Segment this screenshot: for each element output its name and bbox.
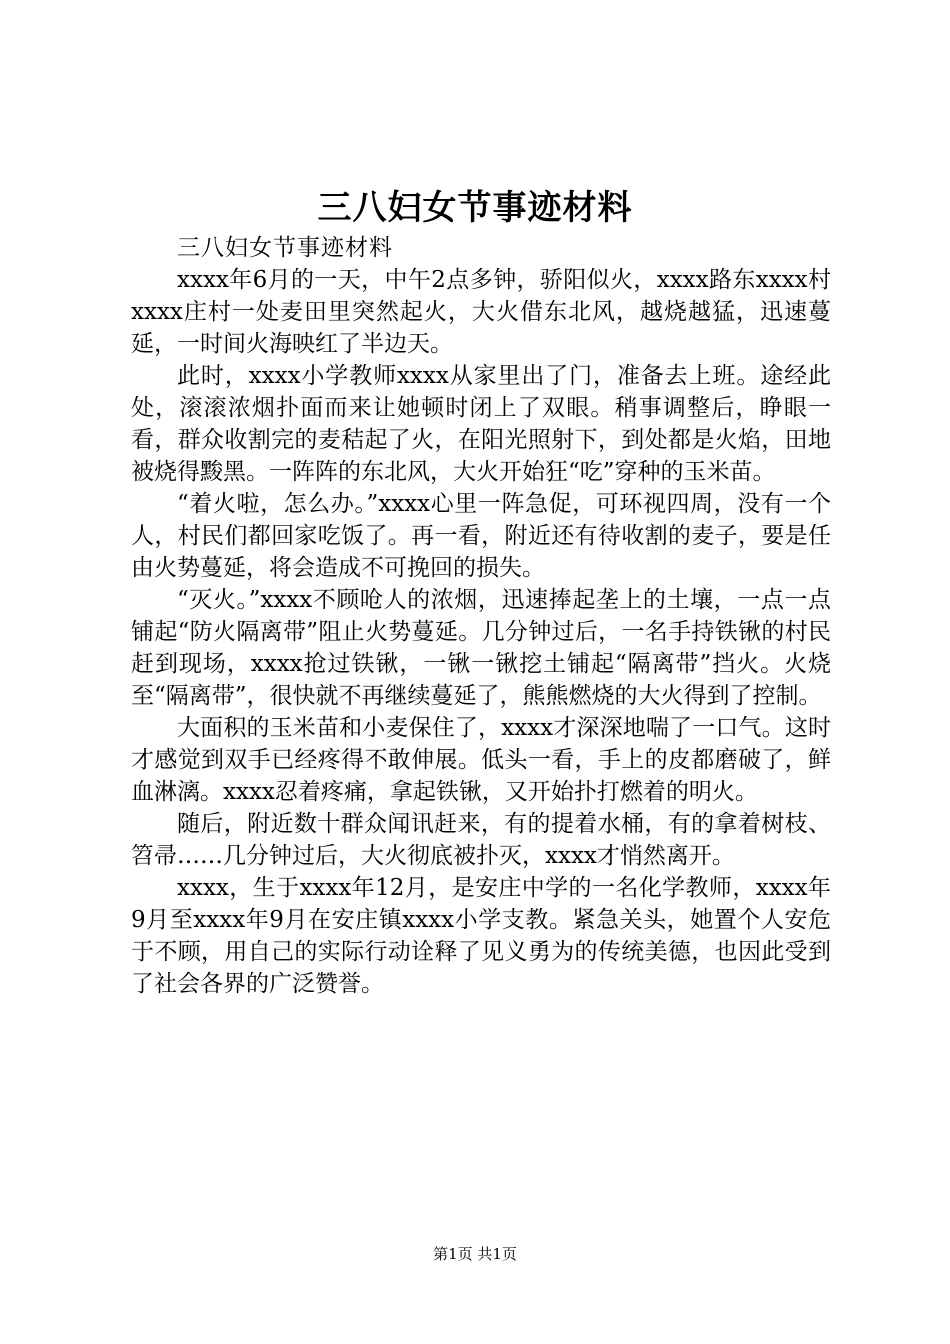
document-title: 三八妇女节事迹材料 [317,188,633,228]
paragraph-3: “着火啦，怎么办。”xxxx心里一阵急促，可环视四周，没有一个人，村民们都回家吃饭了。再一看，附近还有待收割的麦子，要是任由火势蔓延，将会造成不可挽回的损失。 [131,491,831,581]
paragraph-1: xxxx年6月的一天，中午2点多钟，骄阳似火，xxxx路东xxxx村xxxx庄村一处麦田里突然起火，大火借东北风，越烧越猛，迅速蔓延，一时间火海映红了半边天。 [131,267,831,357]
paragraph-7: xxxx，生于xxxx年12月，是安庄中学的一名化学教师，xxxx年9月至xxxx年9月在安庄镇xxxx小学支教。紧急关头，她置个人安危于不顾，用自己的实际行动诠释了见义勇为的传统美德，也因此受到了社会各界的广泛赞誉。 [131,875,831,997]
paragraph-5: 大面积的玉米苗和小麦保住了，xxxx才深深地喘了一口气。这时才感觉到双手已经疼得不敢伸展。低头一看，手上的皮都磨破了，鲜血淋漓。xxxx忍着疼痛，拿起铁锹，又开始扑打燃着的明火。 [131,715,831,805]
page-footer: 第1页 共1页 [433,1245,517,1263]
paragraph-6: 随后，附近数十群众闻讯赶来，有的提着水桶，有的拿着树枝、笤帚……几分钟过后，大火彻底被扑灭，xxxx才悄然离开。 [131,811,831,869]
document-body [131,232,831,1000]
body-subtitle: 三八妇女节事迹材料 [177,235,393,261]
paragraph-2: 此时，xxxx小学教师xxxx从家里出了门，准备去上班。途经此处，滚滚浓烟扑面而来让她顿时闭上了双眼。稍事调整后，睁眼一看，群众收割完的麦秸起了火，在阳光照射下，到处都是火焰，田地被烧得黢黑。一阵阵的东北风，大火开始狂“吃”穿种的玉米苗。 [131,363,831,485]
paragraph-4: “灭火。”xxxx不顾呛人的浓烟，迅速捧起垄上的土壤，一点一点铺起“防火隔离带”阻止火势蔓延。几分钟过后，一名手持铁锹的村民赶到现场，xxxx抢过铁锹，一锹一锹挖土铺起“隔离带”挡火。火烧至“隔离带”，很快就不再继续蔓延了，熊熊燃烧的大火得到了控制。 [131,587,831,709]
